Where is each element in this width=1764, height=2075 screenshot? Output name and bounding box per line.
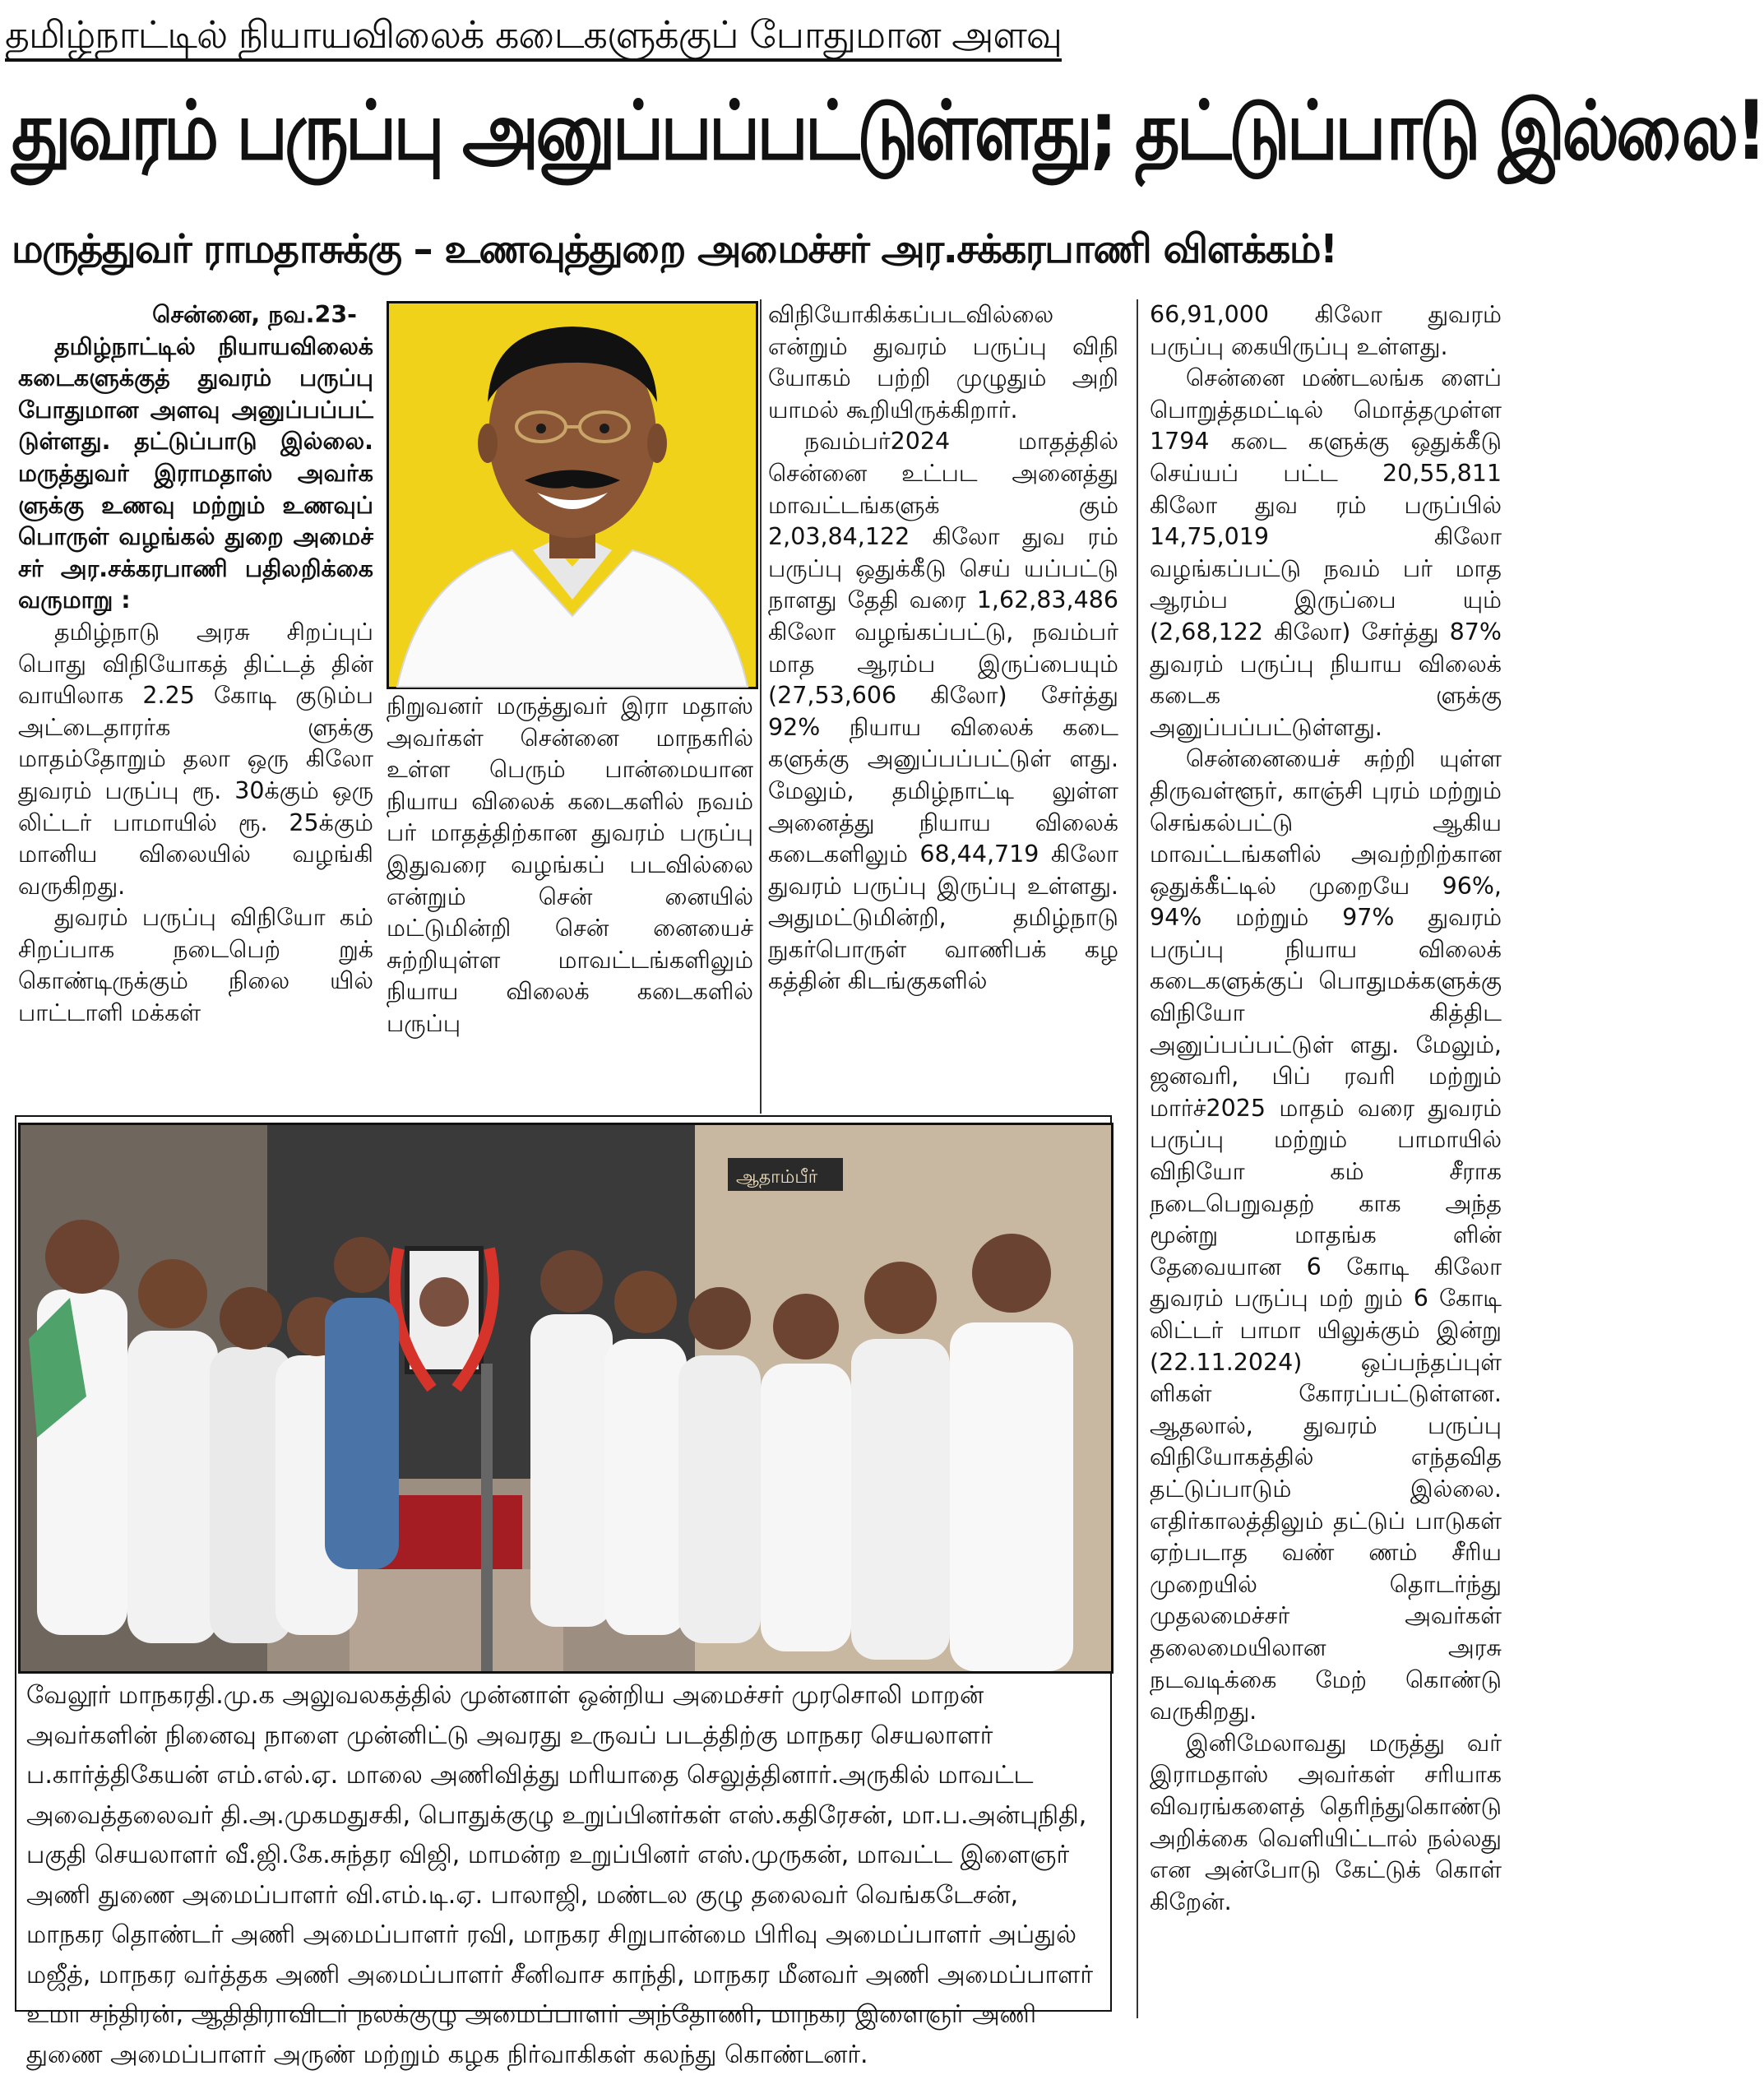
article-paragraph: இனிமேலாவது மருத்து வர் இராமதாஸ் அவர்கள் சரியாக விவரங்களைத் தெரிந்துகொண்டு அறிக்கை வெளியிட்டால் நல்லது என அன்போடு கேட்டுக் கொள் கிறேன். <box>1150 1729 1502 1915</box>
portrait-illustration <box>389 303 756 687</box>
article-paragraph: சென்னை மண்டலங்க ளைப் பொறுத்தமட்டில் மொத்தமுள்ள 1794 கடை களுக்கு ஒதுக்கீடு செய்யப் பட்ட 20,55,811 கிலோ துவ ரம் பருப்பில் 14,75,019 கிலோ வழங்கப்பட்டு நவம் பர் மாத ஆரம்ப இருப்பை யும் (2,68,122 கிலோ) சேர்த்து 87% துவரம் பருப்பு நியாய விலைக் கடைக ளுக்கு அனுப்பப்பட்டுள்ளது. <box>1150 364 1502 741</box>
eye-left <box>536 424 546 433</box>
article-paragraph: தமிழ்நாடு அரசு சிறப்புப் பொது விநியோகத் திட்டத் தின் வாயிலாக 2.25 கோடி குடும்ப அட்டைதாரர்க ளுக்கு மாதம்தோறும் தலா ஒரு கிலோ துவரம் பருப்பு ரூ. 30க்கும் ஒரு லிட்டர் பாமாயில் ரூ. 25க்கும் மானிய விலையில் வழங்கி வருகிறது. <box>18 618 373 900</box>
person <box>127 1331 218 1643</box>
person <box>851 1339 950 1660</box>
article-paragraph: நவம்பர்2024 மாதத்தில் சென்னை உட்பட அனைத்து மாவட்டங்களுக் கும் 2,03,84,122 கிலோ துவ ரம் பருப்பு ஒதுக்கீடு செய் யப்பட்டு நாளது தேதி வரை 1,62,83,486 கிலோ வழங்கப்பட்டு, நவம்பர் மாத ஆரம்ப இருப்பையும் (27,53,606 கிலோ) சேர்த்து 92% நியாய விலைக் கடை களுக்கு அனுப்பப்பட்டுள் ளது. மேலும், தமிழ்நாட்டி லுள்ள அனைத்து நியாய விலைக் கடைகளிலும் 68,44,719 கிலோ துவரம் பருப்பு இருப்பு உள்ளது. அதுமட்டுமின்றி, தமிழ்நாடு நுகர்பொருள் வாணிபக் கழ கத்தின் கிடங்குகளில் <box>768 428 1118 995</box>
photo-caption: வேலூர் மாநகரதி.மு.க அலுவலகத்தில் முன்னாள் ஒன்றிய அமைச்சர் முரசொலி மாறன் அவர்களின் நினைவு நாளை முன்னிட்டு அவரது உருவப் படத்திற்கு மாநகர செயலாளர் ப.கார்த்திகேயன் எம்.எல்.ஏ. மாலை அணிவித்து மரியாதை செலுத்தினார்.அருகில் மாவட்ட அவைத்தலைவர் தி.அ.முகமதுசகி, பொதுக்குழு உறுப்பினர்கள் எஸ்.கதிரேசன், மா.ப.அன்புநிதி, பகுதி செயலாளர் வீ.ஜி.கே.சுந்தர விஜி, மாமன்ற உறுப்பினர் எஸ்.முருகன், மாவட்ட இளைஞர் அணி துணை அமைப்பாளர் வி.எம்.டி.ஏ. பாலாஜி, மண்டல குழு தலைவர் வெங்கடேசன், மாநகர தொண்டர் அணி அமைப்பாளர் ரவி, மாநகர சிறுபான்மை பிரிவு அமைப்பாளர் அப்துல் மஜீத், மாநகர வர்த்தக அணி அமைப்பாளர் சீனிவாச காந்தி, மாநகர மீனவர் அணி அமைப்பாளர் உமா சந்திரன், ஆதிதிராவிடர் நலக்குழு அமைப்பாளர் அந்தோணி, மாநகர இளைஞர் அணி துணை அமைப்பாளர் அருண் மற்றும் கழக நிர்வாகிகள் கலந்து கொண்டனர். <box>26 1681 1094 2069</box>
column-2 <box>387 691 753 1119</box>
person-blue-shirt <box>325 1298 399 1569</box>
article-paragraph: விநியோகிக்கப்படவில்லை என்றும் துவரம் பருப்பு விநி யோகம் பற்றி முழுதும் அறி யாமல் கூறியிருக்கிறார். <box>768 301 1118 424</box>
person-head <box>614 1271 677 1333</box>
dateline: சென்னை, நவ.23- <box>152 301 357 328</box>
framed-portrait-face <box>419 1277 469 1327</box>
shop-sign-text: ஆதாம்பீர் <box>736 1167 818 1188</box>
eye-right <box>600 424 609 433</box>
column-4 <box>1150 299 1502 2018</box>
person-head <box>540 1250 603 1313</box>
person <box>530 1314 613 1627</box>
person-head <box>688 1287 751 1350</box>
event-photo <box>18 1123 1113 1674</box>
lead-paragraph: தமிழ்நாட்டில் நியாயவிலைக் கடைகளுக்குத் துவரம் பருப்பு போதுமான அளவு அனுப்பப்பட் டுள்ளது. தட்டுப்பாடு இல்லை. மருத்துவர் இராமதாஸ் அவர்க ளுக்கு உணவு மற்றும் உணவுப் பொருள் வழங்கல் துறை அமைச் சர் அர.சக்கரபாணி பதிலறிக்கை வருமாறு : <box>18 332 373 614</box>
article-paragraph: நிறுவனர் மருத்துவர் இரா மதாஸ் அவர்கள் சென்னை மாநகரில் உள்ள பெரும் பான்மையான நியாய விலைக் கடைகளில் நவம் பர் மாதத்திற்கான துவரம் பருப்பு இதுவரை வழங்கப் படவில்லை என்றும் சென் னையில் மட்டுமின்றி சென் னையைச் சுற்றியுள்ள மாவட்டங்களிலும் நியாய விலைக் கடைகளில் பருப்பு <box>387 692 753 1037</box>
article-paragraph: 66,91,000 கிலோ துவரம் பருப்பு கையிருப்பு உள்ளது. <box>1150 301 1502 360</box>
handrail <box>481 1364 493 1671</box>
person <box>604 1339 687 1635</box>
headline: துவரம் பருப்பு அனுப்பப்பட்டுள்ளது; தட்டுப்பாடு இல்லை! <box>12 83 1764 178</box>
column-rule <box>760 299 762 1114</box>
minister-portrait <box>387 301 758 689</box>
column-1 <box>18 299 373 1122</box>
subhead: மருத்துவர் ராமதாசுக்கு – உணவுத்துறை அமைச்சர் அர.சக்கரபாணி விளக்கம்! <box>12 226 1337 272</box>
kicker: தமிழ்நாட்டில் நியாயவிலைக் கடைகளுக்குப் போதுமான அளவு <box>5 10 1502 59</box>
article-paragraph: சென்னையைச் சுற்றி யுள்ள திருவள்ளூர், காஞ்சி புரம் மற்றும் செங்கல்பட்டு ஆகிய மாவட்டங்களில் அவற்றிற்கான ஒதுக்கீட்டில் முறையே 96%, 94% மற்றும் 97% துவரம் பருப்பு நியாய விலைக் கடைகளுக்குப் பொதுமக்களுக்கு விநியோ கித்திட அனுப்பப்பட்டுள் ளது. மேலும், ஜனவரி, பிப் ரவரி மற்றும் மார்ச்2025 மாதம் வரை துவரம் பருப்பு மற்றும் பாமாயில் விநியோ கம் சீராக நடைபெறுவதற் காக அந்த மூன்று மாதங்க ளின் தேவையான 6 கோடி கிலோ துவரம் பருப்பு மற் றும் 6 கோடி லிட்டர் பாமா யிலுக்கும் இன்று (22.11.2024) ஒப்பந்தப்புள் ளிகள் கோரப்பட்டுள்ளன. ஆதலால், துவரம் பருப்பு விநியோகத்தில் எந்தவித தட்டுப்பாடும் இல்லை. எதிர்காலத்திலும் தட்டுப் பாடுகள் ஏற்படாத வண் ணம் சீரிய முறையில் தொடர்ந்து முதலமைச்சர் அவர்கள் தலைமையிலான அரசு நடவடிக்கை மேற் கொண்டு வருகிறது. <box>1150 745 1502 1725</box>
person-head <box>45 1220 119 1294</box>
column-3 <box>768 299 1118 1122</box>
person-head <box>220 1287 282 1350</box>
person-head <box>334 1237 390 1293</box>
event-photo-illustration <box>21 1125 1111 1671</box>
person <box>950 1322 1073 1671</box>
person-head <box>972 1234 1051 1313</box>
ear-left <box>478 424 498 463</box>
person-head <box>138 1259 207 1328</box>
person <box>761 1364 851 1651</box>
ear-right <box>647 424 667 463</box>
person <box>678 1355 761 1643</box>
article-paragraph: துவரம் பருப்பு விநியோ கம் சிறப்பாக நடைபெற் றுக் கொண்டிருக்கும் நிலை யில் பாட்டாளி மக்கள் <box>18 904 373 1027</box>
person-head <box>773 1294 839 1359</box>
column-rule <box>1137 299 1138 2018</box>
person-head <box>864 1262 937 1334</box>
